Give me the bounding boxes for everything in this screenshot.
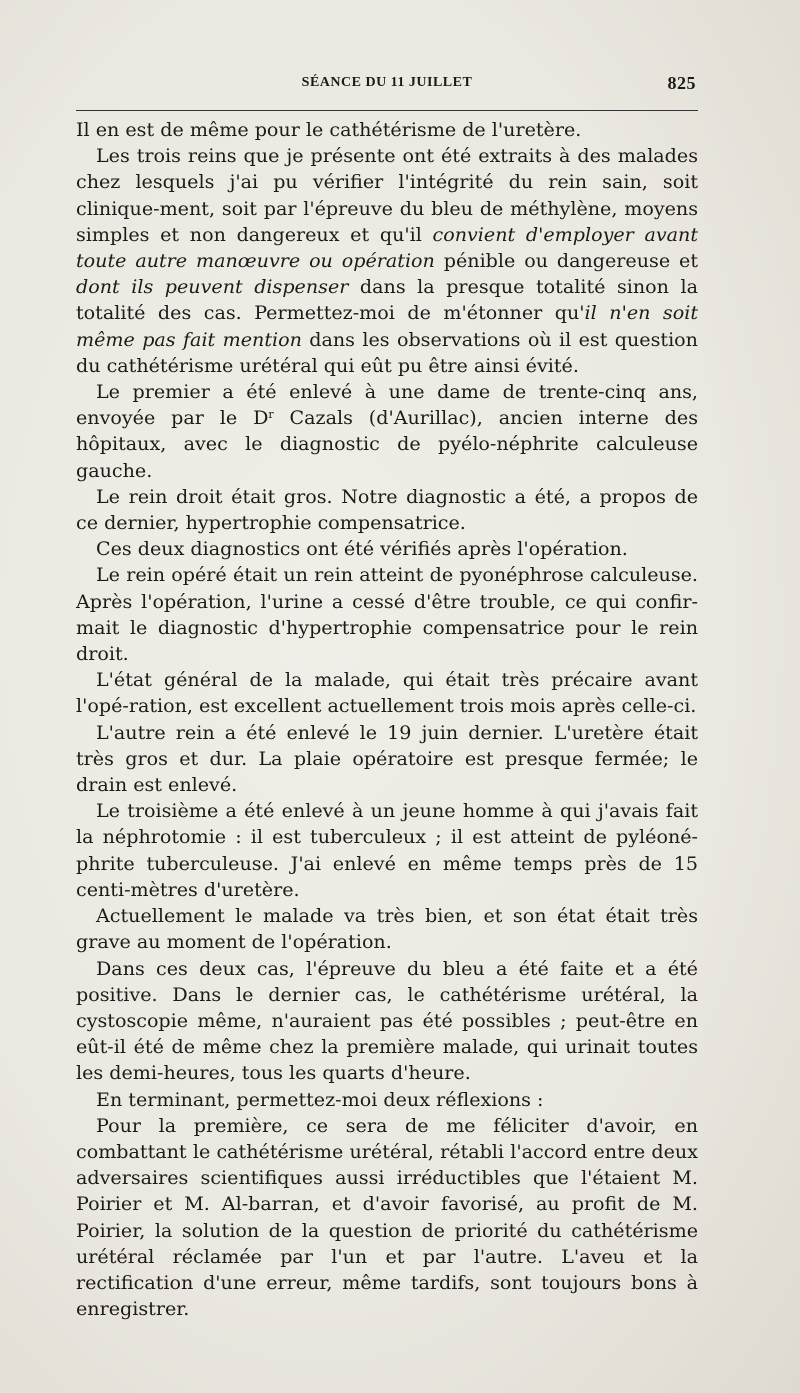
paragraph (76, 903, 698, 955)
paragraph (76, 798, 698, 903)
paragraph-text: L'autre rein a été enlevé le 19 juin dernier. L'uretère était très gros et dur. La plaie opératoire est presque fermée; le drain est enlevé. (76, 720, 698, 797)
paragraph-text: Pour la première, ce sera de me féliciter d'avoir, en combattant le cathétérisme urétéral, rétabli l'accord entre deux adversaires scientifiques aussi irréductibles que l'étaient M. Poirier et M. Al-barran, et d'avoir favorisé, au profit de M. Poirier, la solution de la question de priorité du cathétérisme urétéral réclamée par l'un et par l'autre. L'aveu et la rectification d'une erreur, même tardifs, sont toujours bons à enregistrer. (76, 1113, 698, 1321)
paragraph-text: Ces deux diagnostics ont été vérifiés après l'opération. (96, 537, 628, 561)
paragraph-text: Il en est de même pour le cathétérisme de l'uretère. (76, 118, 582, 141)
paragraph-text: dans la presque totalité sinon la totalité des cas. Permettez-moi de m'étonner qu' (76, 275, 698, 325)
paragraph (76, 484, 698, 536)
paragraph-text: Le rein droit était gros. Notre diagnostic a été, a propos de ce dernier, hypertrophie compensatrice. (76, 484, 698, 535)
paragraph-text: Le premier a été enlevé à une dame de trente-cinq ans, envoyée par le D (76, 380, 698, 430)
body-text (76, 117, 698, 1322)
paragraph-text: Actuellement le malade va très bien, et son état était très grave au moment de l'opération. (76, 904, 698, 954)
paragraph (76, 1087, 698, 1113)
paragraph-text: Le rein opéré était un rein atteint de pyonéphrose calculeuse. Après l'opération, l'urine a cessé d'être trouble, ce qui confir-mait le diagnostic d'hypertrophie compensatrice pour le rein droit. (76, 563, 698, 666)
header-rule (76, 110, 698, 111)
paragraph (76, 143, 698, 379)
paragraph (76, 379, 698, 484)
paragraph-text: Dans ces deux cas, l'épreuve du bleu a été faite et a été positive. Dans le dernier cas, le cathétérisme urétéral, la cystoscopie même, n'auraient pas été possibles ; peut-être en eût-il été de même chez la première malade, qui urinait toutes les demi-heures, tous les quarts d'heure. (76, 956, 698, 1085)
page-header (76, 73, 698, 93)
italic-text: convient d'employer avant toute autre manœuvre ou opération (76, 222, 699, 273)
paragraph (76, 720, 698, 799)
paragraph (76, 667, 698, 719)
paragraph-text: dans les observations où il est question du cathétérisme urétéral qui eût pu être ainsi évité. (76, 327, 698, 377)
paragraph-text: pénible ou dangereuse et (434, 249, 698, 273)
paragraph-text: Cazals (d'Aurillac), ancien interne des hôpitaux, avec le diagnostic de pyélo-néphrite calculeuse gauche. (76, 406, 698, 482)
italic-text: dont ils peuvent dispenser (76, 275, 349, 299)
paragraph (76, 536, 698, 562)
running-title: SÉANCE DU 11 JUILLET (301, 75, 473, 90)
superscript: r (268, 408, 274, 422)
paragraph-text: Les trois reins que je présente ont été extraits à des malades chez lesquels j'ai pu vérifier l'intégrité du rein sain, soit clinique-ment, soit par l'épreuve du bleu de méthylène, moyens simples et non dangereux et qu'il (76, 144, 698, 246)
page-number: 825 (667, 73, 696, 93)
italic-text: il n'en soit même pas fait mention (76, 301, 698, 351)
paragraph-text: L'état général de la malade, qui était très précaire avant l'opé-ration, est excellent actuellement trois mois après celle-ci. (76, 668, 698, 718)
paragraph (76, 956, 698, 1087)
paragraph (76, 117, 698, 143)
paragraph-text: En terminant, permettez-moi deux réflexions : (96, 1087, 544, 1111)
paragraph (76, 1113, 698, 1323)
paragraph-text: Le troisième a été enlevé à un jeune homme à qui j'avais fait la néphrotomie : il est tuberculeux ; il est atteint de pyléoné-phrite tuberculeuse. J'ai enlevé en même temps près de 15 centi-mètres d'uretère. (76, 799, 698, 901)
paragraph (76, 562, 698, 667)
